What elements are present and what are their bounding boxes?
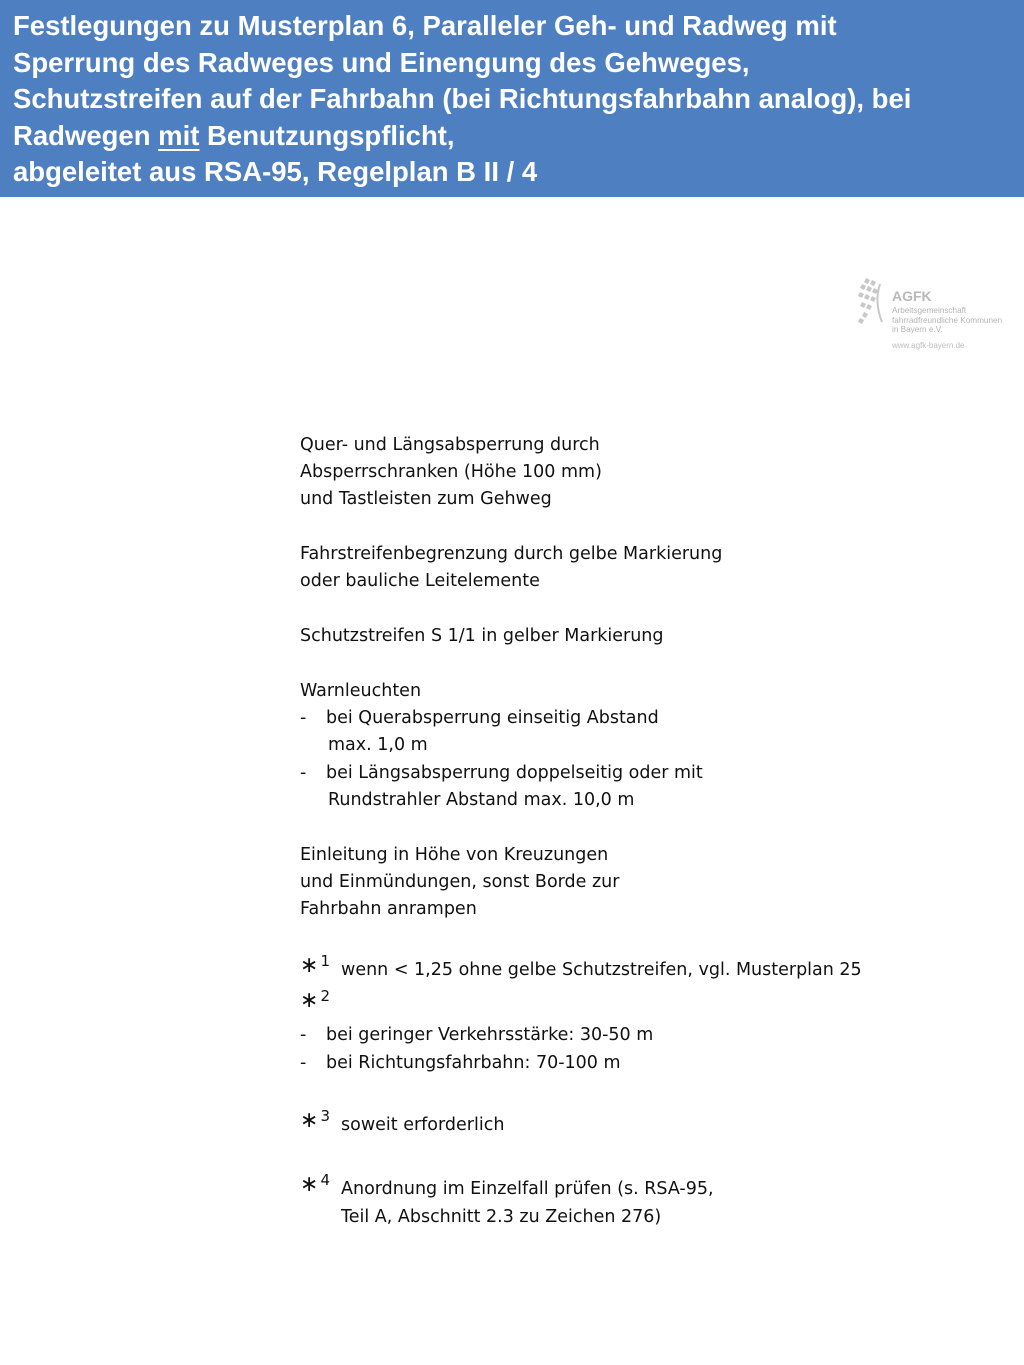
title-line-4 [13, 118, 1018, 155]
footnote-3-asterisk: ∗ [300, 1108, 319, 1133]
footnote-3-number: 3 [320, 1107, 330, 1125]
page-title [13, 8, 1018, 191]
title-banner [0, 0, 1024, 197]
logo-sub-line-2: fahrradfreundliche Kommunen [892, 315, 1003, 325]
title-line-1: Festlegungen zu Musterplan 6, Paralleler Geh- und Radweg mit [13, 10, 837, 41]
block-4-item-1-line-2: max. 1,0 m [328, 735, 428, 755]
block-5-line-2: und Einmündungen, sonst Borde zur [300, 872, 620, 892]
logo-url: www.agfk-bayern.de [892, 341, 965, 350]
footnote-1-text: wenn < 1,25 ohne gelbe Schutzstreifen, vgl. Musterplan 25 [341, 960, 862, 980]
block-4-dash-2: - [300, 763, 307, 783]
block-5-line-1: Einleitung in Höhe von Kreuzungen [300, 845, 609, 865]
block-4-item-2-line-2: Rundstrahler Abstand max. 10,0 m [328, 790, 635, 810]
logo-sub-line-1: Arbeitsgemeinschaft [892, 306, 967, 315]
logo-sub-line-3: in Bayern e.V. [892, 325, 943, 334]
title-line-4-post: Benutzungspflicht, [199, 119, 455, 151]
block-4-title: Warnleuchten [300, 681, 422, 701]
block-1-line-3: und Tastleisten zum Gehweg [300, 489, 552, 509]
footnote-4-line-2: Teil A, Abschnitt 2.3 zu Zeichen 276) [341, 1207, 662, 1227]
title-underlined-word: mit [158, 119, 200, 151]
block-4-item-1-line-1: bei Querabsperrung einseitig Abstand [326, 708, 659, 728]
logo-name: AGFK [892, 288, 932, 304]
title-line-4-pre: Radwegen [13, 119, 159, 151]
footnote-3-text: soweit erforderlich [341, 1115, 505, 1135]
footnote-4-marker [300, 1171, 330, 1197]
title-line-3: Schutzstreifen auf der Fahrbahn (bei Richtungsfahrbahn analog), bei [13, 83, 912, 115]
footnote-2-marker [300, 987, 330, 1013]
footnote-4-number: 4 [320, 1171, 330, 1189]
title-line-2: Sperrung des Radweges und Einengung des Gehweges, [13, 46, 750, 78]
footnote-1-number: 1 [320, 952, 330, 970]
footnote-2-dash-2: - [300, 1053, 307, 1073]
block-2-line-2: oder bauliche Leitelemente [300, 571, 540, 591]
block-2-line-1: Fahrstreifenbegrenzung durch gelbe Markierung [300, 544, 723, 564]
block-1-line-1: Quer- und Längsabsperrung durch [300, 435, 600, 455]
block-3-line-1: Schutzstreifen S 1/1 in gelber Markierung [300, 626, 664, 646]
footnote-2-dash-1: - [300, 1025, 307, 1045]
footnote-2-number: 2 [320, 987, 330, 1005]
footnote-2-asterisk: ∗ [300, 988, 319, 1013]
footnote-2-item-2: bei Richtungsfahrbahn: 70-100 m [326, 1053, 621, 1073]
block-5-line-3: Fahrbahn anrampen [300, 899, 477, 919]
footnote-4-asterisk: ∗ [300, 1172, 319, 1197]
block-4-dash-1: - [300, 708, 307, 728]
footnote-1-asterisk: ∗ [300, 953, 319, 978]
logo-subtitle [892, 306, 1002, 335]
block-4-item-2-line-1: bei Längsabsperrung doppelseitig oder mit [326, 763, 703, 783]
bavarian-diamond-logo-icon [856, 276, 890, 326]
footnote-1-marker [300, 952, 330, 978]
agfk-logo [856, 276, 1006, 352]
title-line-5: abgeleitet aus RSA-95, Regelplan B II / 4 [13, 156, 538, 188]
footnote-4-line-1: Anordnung im Einzelfall prüfen (s. RSA-95, [341, 1179, 714, 1199]
footnote-3-marker [300, 1107, 330, 1133]
block-1-line-2: Absperrschranken (Höhe 100 mm) [300, 462, 602, 482]
footnote-2-item-1: bei geringer Verkehrsstärke: 30-50 m [326, 1025, 654, 1045]
